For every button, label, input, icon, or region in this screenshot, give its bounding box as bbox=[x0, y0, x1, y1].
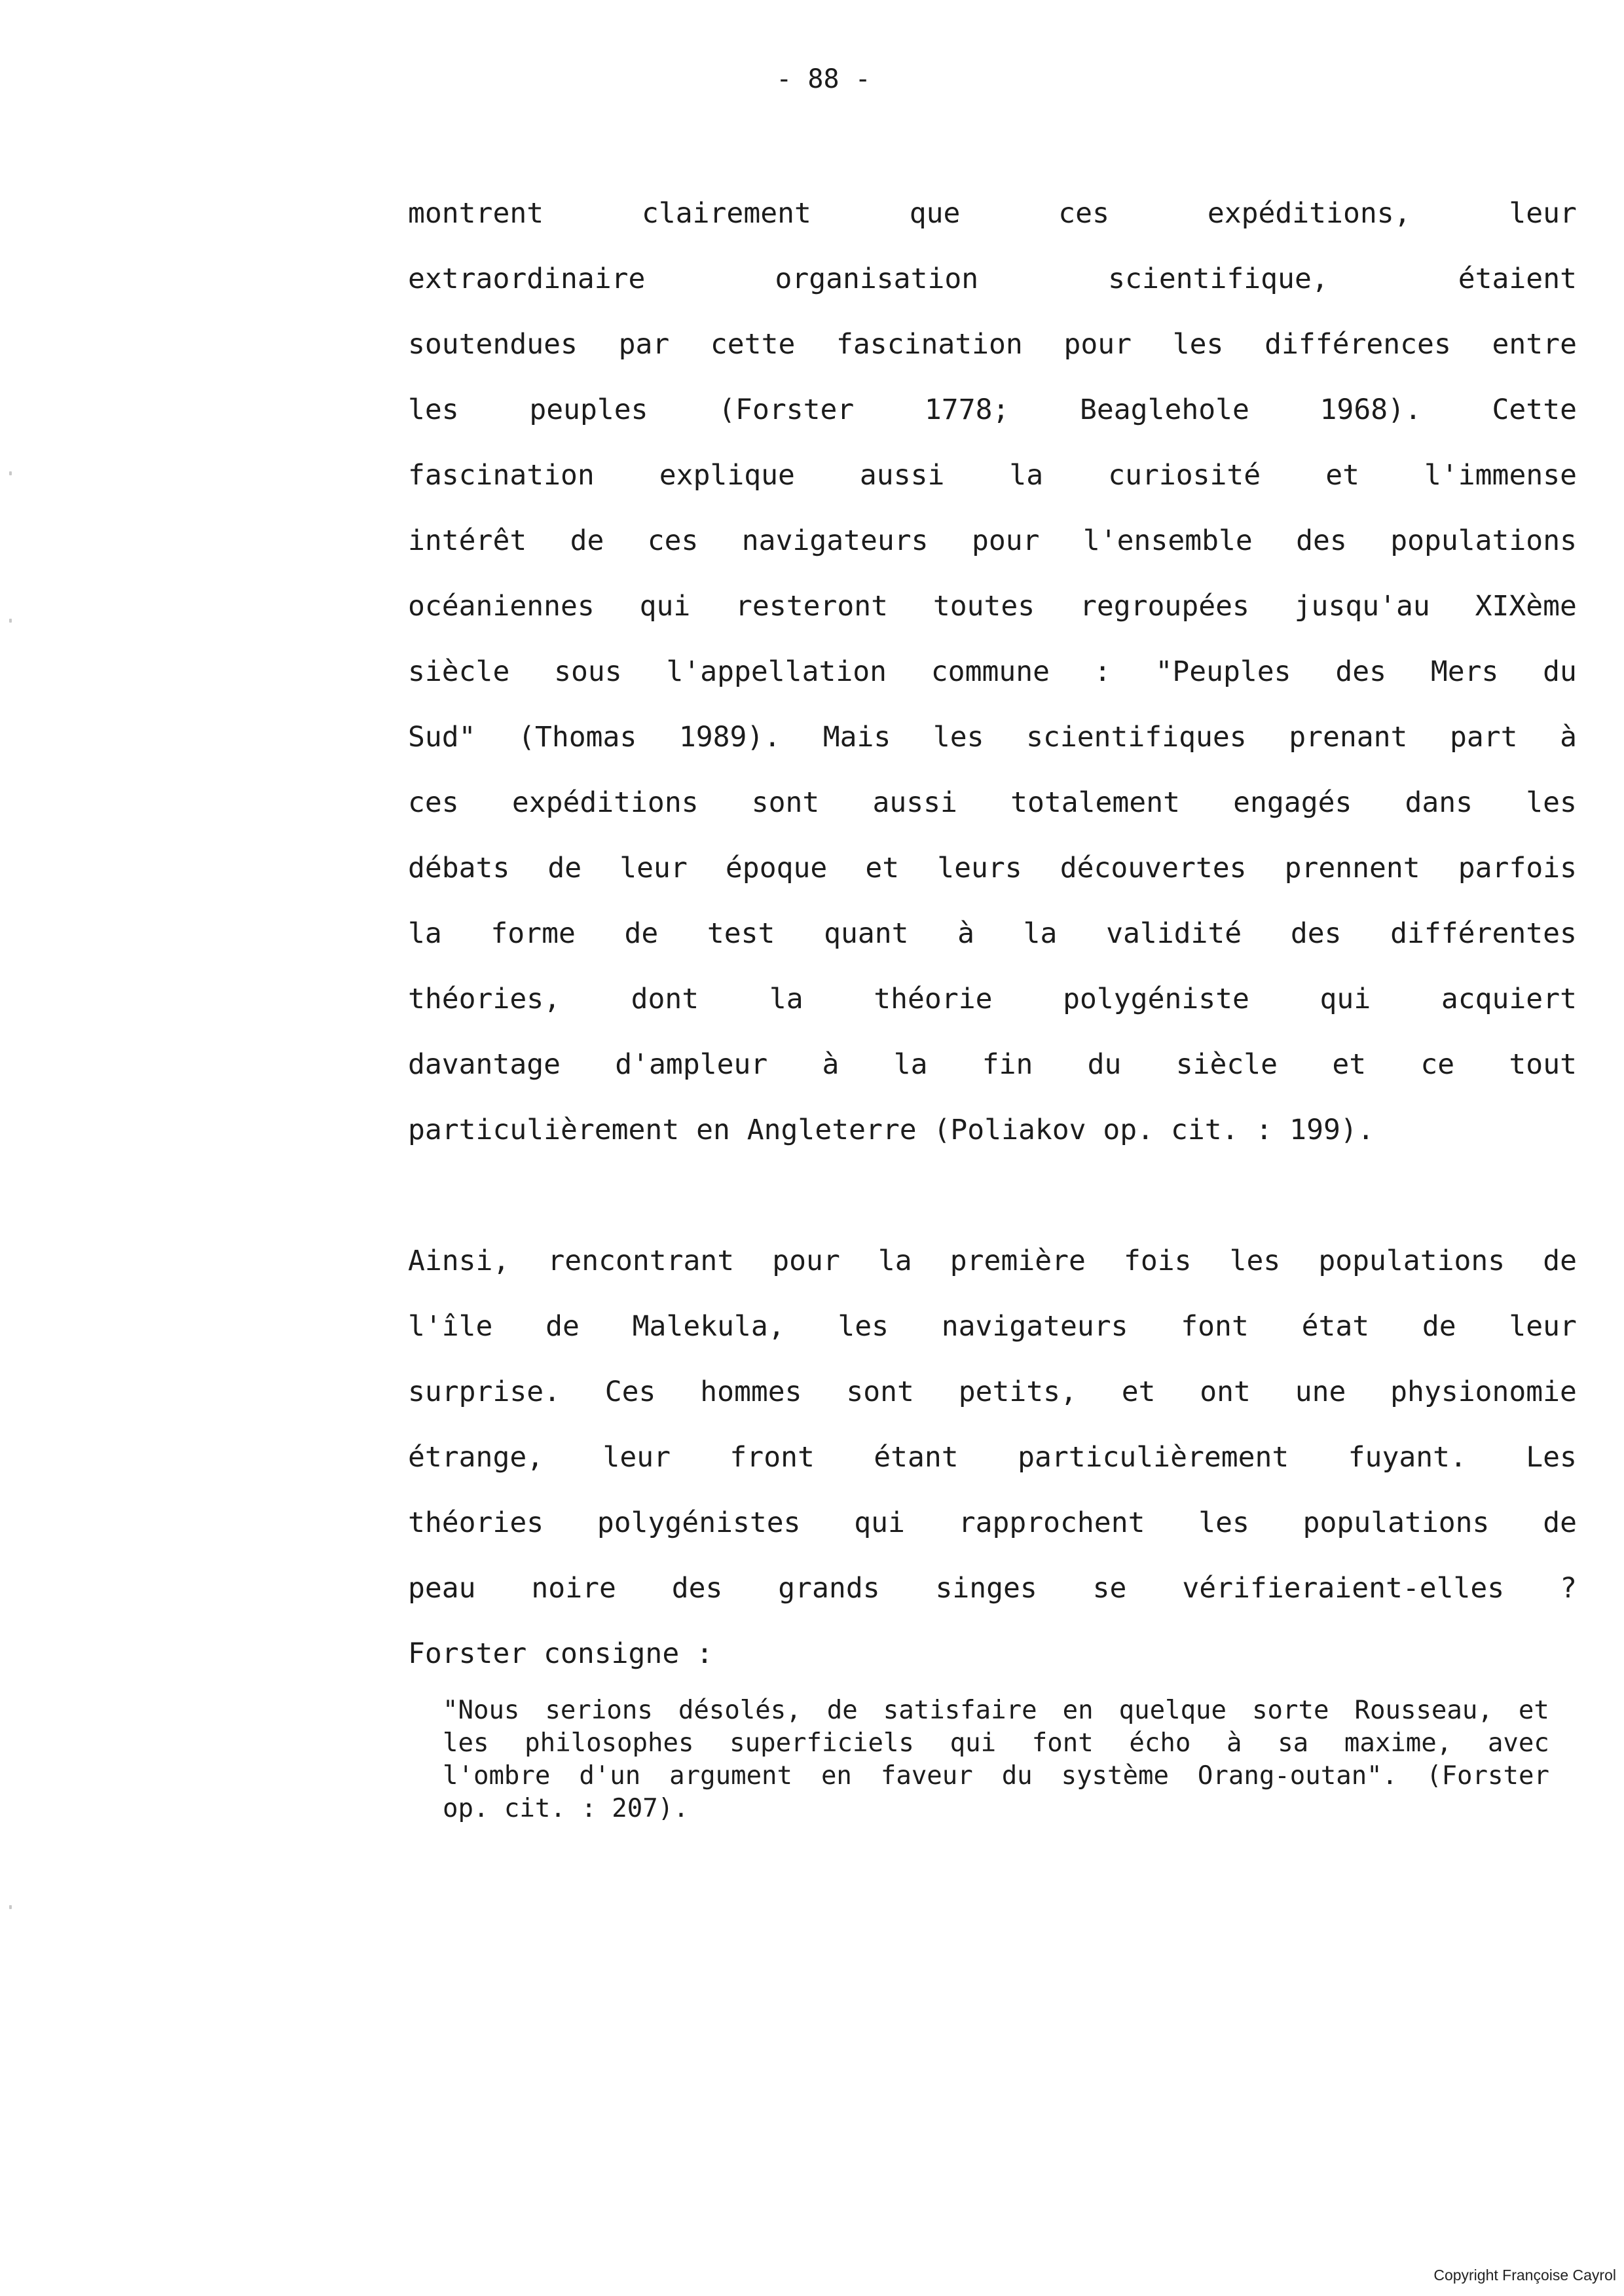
word: la bbox=[408, 917, 442, 950]
word: polygéniste bbox=[1063, 983, 1249, 1015]
word: de bbox=[624, 917, 659, 950]
word: les bbox=[408, 393, 459, 426]
word: théories, bbox=[408, 983, 561, 1015]
text-line bbox=[408, 1294, 1577, 1359]
word: ? bbox=[1560, 1572, 1577, 1605]
word: de bbox=[1422, 1310, 1456, 1343]
word: singes bbox=[935, 1572, 1037, 1605]
word: serions bbox=[545, 1696, 653, 1725]
word: peuples bbox=[529, 393, 648, 426]
word: et bbox=[1332, 1048, 1367, 1081]
word: ont bbox=[1200, 1376, 1251, 1408]
word: ces bbox=[408, 786, 459, 819]
word: à bbox=[1560, 721, 1577, 754]
word: fuyant. bbox=[1348, 1441, 1467, 1474]
word: désolés, bbox=[678, 1696, 802, 1725]
text-line bbox=[408, 1228, 1577, 1294]
text-line bbox=[408, 574, 1577, 639]
word: Malekula, bbox=[632, 1310, 785, 1343]
word: 1778; bbox=[924, 393, 1010, 426]
word: ce bbox=[1420, 1048, 1455, 1081]
word: (Forster bbox=[718, 393, 855, 426]
text-line bbox=[408, 1490, 1577, 1556]
word: fascination bbox=[836, 328, 1023, 361]
word: font bbox=[1181, 1310, 1249, 1343]
word: ces bbox=[1058, 197, 1109, 230]
word: toutes bbox=[932, 590, 1035, 623]
word: entre bbox=[1492, 328, 1577, 361]
word: soutendues bbox=[408, 328, 578, 361]
scan-margin-mark bbox=[9, 471, 12, 475]
word: la bbox=[1023, 917, 1058, 950]
word: leur bbox=[1509, 1310, 1577, 1343]
paragraph-malekula bbox=[408, 1228, 1577, 1686]
word: rencontrant bbox=[547, 1245, 735, 1277]
word: expéditions, bbox=[1207, 197, 1411, 230]
word: fascination bbox=[408, 459, 595, 492]
word: océaniennes bbox=[408, 590, 595, 623]
word: aussi bbox=[872, 786, 957, 819]
word: populations bbox=[1302, 1506, 1490, 1539]
word: jusqu'au bbox=[1294, 590, 1430, 623]
word: organisation bbox=[775, 263, 979, 295]
word: 1968). bbox=[1320, 393, 1422, 426]
quote-line: op. cit. : 207). bbox=[443, 1794, 689, 1823]
word: en bbox=[1062, 1696, 1094, 1725]
word: différences bbox=[1264, 328, 1451, 361]
word: regroupées bbox=[1079, 590, 1249, 623]
word: front bbox=[729, 1441, 815, 1474]
word: de bbox=[1543, 1506, 1577, 1539]
word: populations bbox=[1318, 1245, 1505, 1277]
word: étant bbox=[874, 1441, 959, 1474]
word: explique bbox=[659, 459, 795, 492]
word: sa bbox=[1278, 1728, 1309, 1758]
word: commune bbox=[931, 655, 1050, 688]
word: leur bbox=[619, 852, 688, 884]
word: petits, bbox=[958, 1376, 1077, 1408]
word: débats bbox=[408, 852, 510, 884]
word: l'appellation bbox=[666, 655, 887, 688]
word: aussi bbox=[859, 459, 945, 492]
word: et bbox=[1325, 459, 1359, 492]
word: écho bbox=[1129, 1728, 1191, 1758]
word: les bbox=[838, 1310, 889, 1343]
text-line bbox=[408, 508, 1577, 574]
text-line bbox=[408, 1032, 1577, 1097]
word: "Nous bbox=[443, 1696, 520, 1725]
word: rapprochent bbox=[958, 1506, 1145, 1539]
word: époque bbox=[725, 852, 828, 884]
word: sous bbox=[554, 655, 622, 688]
word: du bbox=[1001, 1761, 1033, 1791]
paragraph-expeditions bbox=[408, 181, 1577, 1163]
word: étaient bbox=[1458, 263, 1577, 295]
word: tout bbox=[1509, 1048, 1577, 1081]
word: et bbox=[1518, 1696, 1549, 1725]
word: scientifique, bbox=[1108, 263, 1329, 295]
word: surprise. bbox=[408, 1376, 561, 1408]
word: système bbox=[1061, 1761, 1169, 1791]
word: acquiert bbox=[1441, 983, 1577, 1015]
word: l'ombre bbox=[443, 1761, 551, 1791]
page-number: - 88 - bbox=[776, 64, 871, 94]
text-line bbox=[408, 443, 1577, 508]
word: sont bbox=[751, 786, 820, 819]
word: montrent bbox=[408, 197, 544, 230]
word: à bbox=[957, 917, 975, 950]
word: des bbox=[1290, 917, 1342, 950]
word: des bbox=[1335, 655, 1387, 688]
word: Sud" bbox=[408, 721, 476, 754]
text-line bbox=[408, 901, 1577, 966]
text-line bbox=[408, 181, 1577, 246]
word: de bbox=[545, 1310, 580, 1343]
word: navigateurs bbox=[941, 1310, 1128, 1343]
word: théories bbox=[408, 1506, 544, 1539]
word: prennent bbox=[1284, 852, 1420, 884]
word: hommes bbox=[700, 1376, 802, 1408]
word: fin bbox=[982, 1048, 1033, 1081]
word: intérêt bbox=[408, 524, 527, 557]
word: siècle bbox=[1175, 1048, 1278, 1081]
text-line bbox=[408, 1359, 1577, 1425]
word: navigateurs bbox=[741, 524, 929, 557]
word: maxime, bbox=[1344, 1728, 1452, 1758]
word: (Forster bbox=[1426, 1761, 1549, 1791]
word: polygénistes bbox=[597, 1506, 801, 1539]
word: d'ampleur bbox=[615, 1048, 768, 1081]
word: cette bbox=[710, 328, 796, 361]
word: l'île bbox=[408, 1310, 493, 1343]
word: qui bbox=[854, 1506, 905, 1539]
word: Mais bbox=[822, 721, 891, 754]
word: parfois bbox=[1458, 852, 1577, 884]
word: dans bbox=[1405, 786, 1473, 819]
word: satisfaire bbox=[883, 1696, 1037, 1725]
text-line bbox=[408, 1556, 1577, 1621]
word: les bbox=[1229, 1245, 1281, 1277]
word: prenant bbox=[1289, 721, 1408, 754]
word: pour bbox=[1063, 328, 1132, 361]
word: populations bbox=[1390, 524, 1577, 557]
word: se bbox=[1092, 1572, 1127, 1605]
word: dont bbox=[631, 983, 699, 1015]
text-line bbox=[408, 639, 1577, 704]
word: et bbox=[865, 852, 900, 884]
word: 1989). bbox=[678, 721, 781, 754]
word: noire bbox=[531, 1572, 616, 1605]
copyright-notice: Copyright Françoise Cayrol bbox=[1433, 2267, 1616, 2284]
word: quelque bbox=[1118, 1696, 1227, 1725]
word: Beaglehole bbox=[1080, 393, 1249, 426]
word: étrange, bbox=[408, 1441, 544, 1474]
word: et bbox=[1121, 1376, 1156, 1408]
word: de bbox=[1543, 1245, 1577, 1277]
word: philosophes bbox=[525, 1728, 694, 1758]
word: d'un bbox=[579, 1761, 641, 1791]
word: les bbox=[1526, 786, 1577, 819]
word: l'immense bbox=[1424, 459, 1577, 492]
word: de bbox=[826, 1696, 858, 1725]
word: Rousseau, bbox=[1354, 1696, 1493, 1725]
word: leurs bbox=[937, 852, 1022, 884]
word: la bbox=[769, 983, 803, 1015]
word: Ces bbox=[604, 1376, 656, 1408]
quote-line bbox=[443, 1727, 1549, 1760]
word: à bbox=[822, 1048, 840, 1081]
word: siècle bbox=[408, 655, 510, 688]
text-line bbox=[408, 246, 1577, 312]
word: leur bbox=[602, 1441, 671, 1474]
text-line bbox=[408, 312, 1577, 377]
word: découvertes bbox=[1060, 852, 1247, 884]
word: Orang-outan". bbox=[1197, 1761, 1398, 1791]
word: qui bbox=[1320, 983, 1371, 1015]
word: : bbox=[1094, 655, 1111, 688]
word: argument bbox=[669, 1761, 793, 1791]
word: "Peuples bbox=[1155, 655, 1291, 688]
word: pour bbox=[971, 524, 1040, 557]
word: quant bbox=[824, 917, 909, 950]
word: avec bbox=[1487, 1728, 1549, 1758]
word: de bbox=[570, 524, 604, 557]
word: part bbox=[1449, 721, 1518, 754]
word: sont bbox=[846, 1376, 914, 1408]
word: scientifiques bbox=[1026, 721, 1247, 754]
word: expéditions bbox=[511, 786, 699, 819]
word: l'ensemble bbox=[1082, 524, 1253, 557]
word: à bbox=[1227, 1728, 1242, 1758]
word: du bbox=[1543, 655, 1577, 688]
word: différentes bbox=[1390, 917, 1577, 950]
text-line bbox=[408, 835, 1577, 901]
text-line bbox=[408, 966, 1577, 1032]
word: test bbox=[707, 917, 775, 950]
word: totalement bbox=[1010, 786, 1180, 819]
word: sorte bbox=[1252, 1696, 1329, 1725]
word: davantage bbox=[408, 1048, 561, 1081]
word: engagés bbox=[1233, 786, 1352, 819]
word: les bbox=[1172, 328, 1224, 361]
word: validité bbox=[1106, 917, 1242, 950]
word: faveur bbox=[880, 1761, 973, 1791]
word: peau bbox=[408, 1572, 476, 1605]
word: en bbox=[821, 1761, 852, 1791]
word: qui bbox=[950, 1728, 997, 1758]
word: resteront bbox=[735, 590, 889, 623]
word: des bbox=[671, 1572, 723, 1605]
word: Ainsi, bbox=[408, 1245, 510, 1277]
block-quote bbox=[443, 1694, 1549, 1825]
word: particulièrement bbox=[1018, 1441, 1289, 1474]
word: font bbox=[1031, 1728, 1094, 1758]
text-line: Forster consigne : bbox=[408, 1637, 713, 1670]
text-line bbox=[408, 377, 1577, 443]
word: vérifieraient-elles bbox=[1182, 1572, 1505, 1605]
word: physionomie bbox=[1390, 1376, 1577, 1408]
quote-line bbox=[443, 1694, 1549, 1727]
scan-margin-mark bbox=[9, 619, 12, 623]
word: curiosité bbox=[1108, 459, 1261, 492]
word: les bbox=[1198, 1506, 1249, 1539]
quote-line bbox=[443, 1760, 1549, 1793]
word: fois bbox=[1123, 1245, 1192, 1277]
word: théorie bbox=[874, 983, 993, 1015]
word: la bbox=[877, 1245, 912, 1277]
word: la bbox=[893, 1048, 928, 1081]
word: pour bbox=[772, 1245, 840, 1277]
word: Mers bbox=[1430, 655, 1499, 688]
word: de bbox=[547, 852, 582, 884]
word: grands bbox=[778, 1572, 880, 1605]
word: des bbox=[1296, 524, 1347, 557]
word: Les bbox=[1526, 1441, 1577, 1474]
scan-margin-mark bbox=[9, 1905, 12, 1909]
word: les bbox=[932, 721, 984, 754]
word: (Thomas bbox=[518, 721, 637, 754]
word: par bbox=[618, 328, 670, 361]
word: qui bbox=[639, 590, 691, 623]
word: du bbox=[1087, 1048, 1122, 1081]
word: extraordinaire bbox=[408, 263, 646, 295]
word: leur bbox=[1509, 197, 1577, 230]
word: clairement bbox=[641, 197, 811, 230]
word: état bbox=[1301, 1310, 1370, 1343]
word: superficiels bbox=[729, 1728, 914, 1758]
word: que bbox=[909, 197, 961, 230]
word: première bbox=[950, 1245, 1086, 1277]
word: forme bbox=[490, 917, 576, 950]
text-line bbox=[408, 770, 1577, 835]
word: les bbox=[443, 1728, 489, 1758]
word: XIXème bbox=[1475, 590, 1577, 623]
word: la bbox=[1009, 459, 1044, 492]
word: une bbox=[1295, 1376, 1346, 1408]
word: ces bbox=[647, 524, 699, 557]
text-line bbox=[408, 1425, 1577, 1490]
word: Cette bbox=[1492, 393, 1577, 426]
text-line bbox=[408, 704, 1577, 770]
text-line: particulièrement en Angleterre (Poliakov op. cit. : 199). bbox=[408, 1114, 1375, 1146]
